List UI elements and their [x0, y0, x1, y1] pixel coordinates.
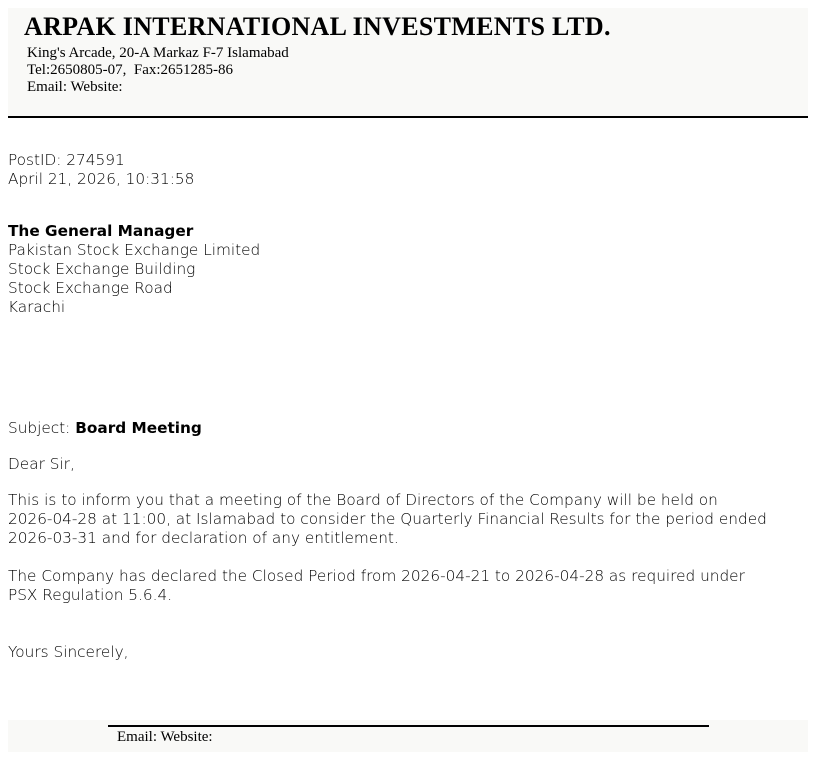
footer [8, 720, 808, 752]
post-id: PostID: 274591 [8, 151, 125, 169]
paragraph-board-meeting [8, 491, 808, 548]
company-email-website: Email: Website: [27, 79, 123, 95]
paragraph-line: 2026-04-28 at 11:00, at Islamabad to consider the Quarterly Financial Results for the period ended [8, 510, 767, 528]
recipient-line-3: Stock Exchange Road [8, 279, 173, 297]
recipient-line-4: Karachi [8, 298, 66, 316]
paragraph-line: The Company has declared the Closed Period from 2026-04-21 to 2026-04-28 as required under [8, 567, 745, 585]
recipient-address [8, 222, 260, 317]
recipient-line-1: Pakistan Stock Exchange Limited [8, 241, 261, 259]
subject-value: Board Meeting [75, 419, 202, 437]
paragraph-line: 2026-03-31 and for declaration of any entitlement. [8, 529, 399, 547]
company-address: King's Arcade, 20-A Markaz F-7 Islamabad [27, 45, 289, 61]
post-datetime: April 21, 2026, 10:31:58 [8, 170, 195, 188]
recipient-line-2: Stock Exchange Building [8, 260, 196, 278]
footer-divider [108, 725, 709, 727]
post-meta [8, 151, 194, 189]
paragraph-line: PSX Regulation 5.6.4. [8, 586, 173, 604]
salutation: Dear Sir, [8, 455, 75, 473]
recipient-title: The General Manager [8, 222, 194, 240]
closing: Yours Sincerely, [8, 643, 129, 661]
company-phone-fax: Tel:2650805-07, Fax:2651285-86 [27, 62, 234, 78]
subject-label: Subject: [8, 419, 76, 437]
subject-line [8, 419, 202, 438]
company-name: ARPAK INTERNATIONAL INVESTMENTS LTD. [24, 12, 611, 41]
letterhead [8, 8, 808, 118]
paragraph-closed-period [8, 567, 808, 605]
footer-email-website: Email: Website: [117, 729, 213, 745]
paragraph-line: This is to inform you that a meeting of the Board of Directors of the Company will be held on [8, 491, 718, 509]
